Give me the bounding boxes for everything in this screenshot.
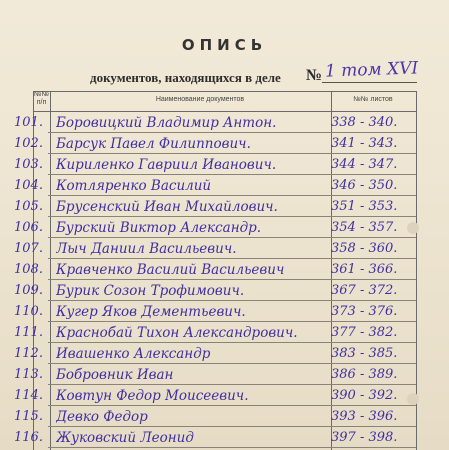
row-number: 105. <box>14 199 43 214</box>
row-underline <box>48 384 416 385</box>
row-underline <box>48 447 416 448</box>
case-number-sign: № <box>306 67 323 84</box>
row-sheets: 361 - 366. <box>331 262 398 277</box>
row-name: Кириленко Гавриил Иванович. <box>56 157 277 173</box>
row-underline <box>48 363 416 364</box>
row-sheets: 341 - 343. <box>331 136 398 151</box>
case-number-underline <box>322 82 417 83</box>
row-sheets: 386 - 389. <box>331 367 398 382</box>
page-title: ОПИСЬ <box>181 36 268 54</box>
row-name: Кравченко Василий Васильевич <box>56 262 285 278</box>
row-number: 101. <box>14 115 43 130</box>
row-name: Ковтун Федор Моисеевич. <box>56 388 249 404</box>
row-number: 112. <box>14 346 43 361</box>
row-underline <box>48 237 416 238</box>
row-number: 102. <box>14 136 43 151</box>
row-sheets: 393 - 396. <box>331 409 398 424</box>
row-name: Бурик Созон Трофимович. <box>56 283 245 299</box>
row-underline <box>48 132 416 133</box>
column-header-sheets: №№ листов <box>353 96 393 103</box>
column-header-name: Наименование документов <box>155 96 245 103</box>
row-underline <box>48 174 416 175</box>
row-name: Краснобай Тихон Александрович. <box>56 325 298 341</box>
row-number: 104. <box>14 178 43 193</box>
row-name: Бурский Виктор Александр. <box>56 220 262 236</box>
row-name: Кугер Яков Дементьевич. <box>56 304 246 320</box>
table-top-border <box>33 91 416 92</box>
row-number: 116. <box>14 430 43 445</box>
row-sheets: 367 - 372. <box>331 283 398 298</box>
punch-hole <box>407 393 419 405</box>
row-name: Ивашенко Александр <box>56 346 211 362</box>
row-name: Бобровник Иван <box>56 367 174 383</box>
row-sheets: 354 - 357. <box>331 220 398 235</box>
column-divider <box>50 91 51 450</box>
row-sheets: 397 - 398. <box>331 430 398 445</box>
row-number: 110. <box>14 304 43 319</box>
row-underline <box>48 300 416 301</box>
row-name: Барсук Павел Филиппович. <box>56 136 251 152</box>
row-underline <box>48 405 416 406</box>
row-number: 115. <box>14 409 43 424</box>
row-number: 107. <box>14 241 43 256</box>
table-header-border <box>33 111 416 112</box>
row-sheets: 346 - 350. <box>331 178 398 193</box>
row-underline <box>48 321 416 322</box>
row-sheets: 390 - 392. <box>331 388 398 403</box>
punch-hole <box>407 222 419 234</box>
case-number: 1 том XVI <box>324 58 419 82</box>
row-sheets: 338 - 340. <box>331 115 398 130</box>
row-number: 106. <box>14 220 43 235</box>
row-underline <box>48 153 416 154</box>
row-sheets: 351 - 353. <box>331 199 398 214</box>
row-number: 109. <box>14 283 43 298</box>
row-name: Боровицкий Владимир Антон. <box>56 115 277 131</box>
row-name: Лыч Даниил Васильевич. <box>56 241 237 257</box>
row-underline <box>48 279 416 280</box>
page-subtitle: документов, находящихся в деле <box>90 70 281 85</box>
row-number: 114. <box>14 388 43 403</box>
column-header-number: №№ п/п <box>33 91 50 106</box>
row-underline <box>48 342 416 343</box>
row-underline <box>48 258 416 259</box>
row-name: Котляренко Василий <box>56 178 212 194</box>
row-name: Девко Федор <box>56 409 148 425</box>
row-underline <box>48 195 416 196</box>
row-sheets: 373 - 376. <box>331 304 398 319</box>
row-number: 111. <box>14 325 43 340</box>
row-name: Брусенский Иван Михайлович. <box>56 199 278 215</box>
row-sheets: 344 - 347. <box>331 157 398 172</box>
row-sheets: 358 - 360. <box>331 241 398 256</box>
row-underline <box>48 426 416 427</box>
row-sheets: 377 - 382. <box>331 325 398 340</box>
row-number: 108. <box>14 262 43 277</box>
row-underline <box>48 216 416 217</box>
row-sheets: 383 - 385. <box>331 346 398 361</box>
row-name: Жуковский Леонид <box>56 430 194 446</box>
row-number: 113. <box>14 367 43 382</box>
row-number: 103. <box>14 157 43 172</box>
